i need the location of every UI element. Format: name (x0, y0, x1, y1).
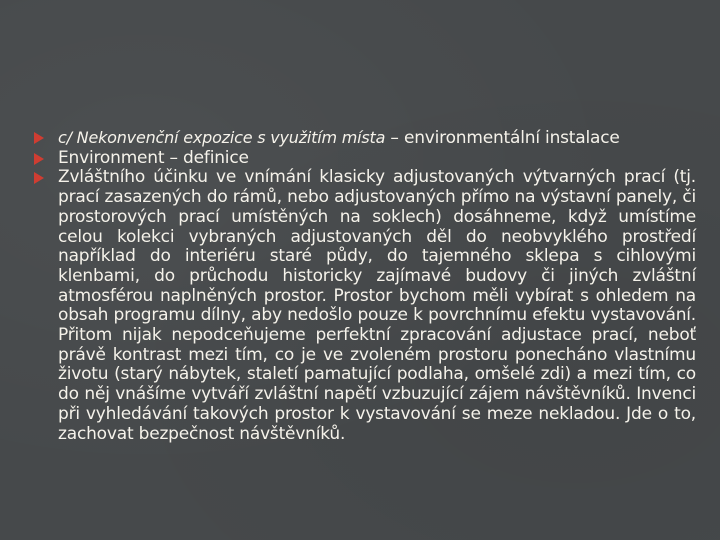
bullet-item-2 (34, 149, 696, 169)
regular-heading: environmentální instalace (403, 128, 620, 148)
triangle-bullet-icon (34, 132, 44, 144)
italic-heading: c/ Nekonvenční expozice s využitím místa (58, 128, 386, 147)
dash-separator: – (385, 128, 404, 148)
bullet-item-3 (34, 168, 696, 444)
bullet-text-2: Environment – definice (58, 147, 249, 168)
bullet-list (34, 128, 696, 444)
bullet-text-1 (58, 128, 696, 149)
triangle-bullet-icon (34, 172, 44, 184)
bullet-text-3: Zvláštního účinku ve vnímání klasicky adjustovaných výtvarných prací (tj. prací zasazených do rámů, nebo adjustovaných přímo na výstavní panely, či prostorových prací umístěných na soklech) dosáhneme, když umístíme celou kolekci vybraných adjustovaných děl do neobvyklého prostředí například do interiéru staré půdy, do tajemného sklepa s cihlovými klenbami, do průchodu historicky zajímavé budovy či jiných zvláštní atmosférou naplněných prostor. Prostor bychom měli vybírat s ohledem na obsah programu dílny, aby nedošlo pouze k povrchnímu efektu vystavování. Přitom nijak nepodceňujeme perfektní zpracování adjustace prací, neboť právě kontrast mezi tím, co je ve zvoleném prostoru ponecháno vlastnímu životu (starý nábytek, staletí pamatující podlaha, omšelé zdi) a mezi tím, co do něj vnášíme vytváří zvláštní napětí vzbuzující zájem návštěvníků. Invenci při vyhledávání takových prostor k vystavování se meze nekladou. Jde o to, zachovat bezpečnost návštěvníků. (58, 167, 696, 444)
triangle-bullet-icon (34, 153, 44, 165)
bullet-item-1 (34, 128, 696, 149)
